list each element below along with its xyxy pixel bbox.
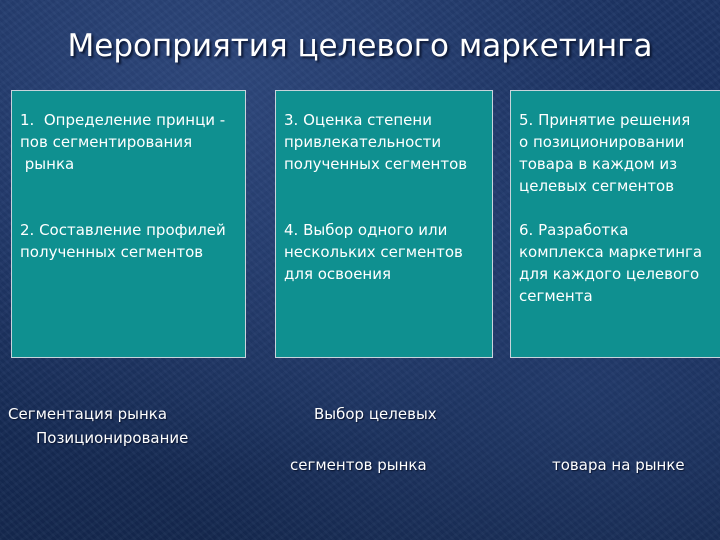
step-2-text: 2. Составление профилей полученных сегментов bbox=[20, 221, 226, 261]
step-1-text: 1. Определение принци - пов сегментирования рынка bbox=[20, 111, 226, 173]
stage-box-positioning bbox=[510, 90, 720, 358]
caption-positioning-line2: товара на рынке bbox=[552, 456, 685, 474]
step-4-text: 4. Выбор одного или нескольких сегментов для освоения bbox=[284, 221, 463, 283]
slide-title: Мероприятия целевого маркетинга bbox=[67, 28, 653, 64]
step-5-text: 5. Принятие решения о позиционировании товара в каждом из целевых сегментов bbox=[519, 111, 691, 195]
caption-targeting-line2: сегментов рынка bbox=[290, 456, 427, 474]
caption-positioning-line1: Позиционирование bbox=[36, 429, 189, 447]
step-6-text: 6. Разработка комплекса маркетинга для каждого целевого сегмента bbox=[519, 221, 703, 305]
stage-box-segmentation bbox=[11, 90, 246, 358]
stage-box-targeting bbox=[275, 90, 493, 358]
caption-segmentation: Сегментация рынка bbox=[8, 405, 168, 423]
caption-targeting-line1: Выбор целевых bbox=[314, 405, 437, 423]
step-3-text: 3. Оценка степени привлекательности полученных сегментов bbox=[284, 111, 468, 173]
